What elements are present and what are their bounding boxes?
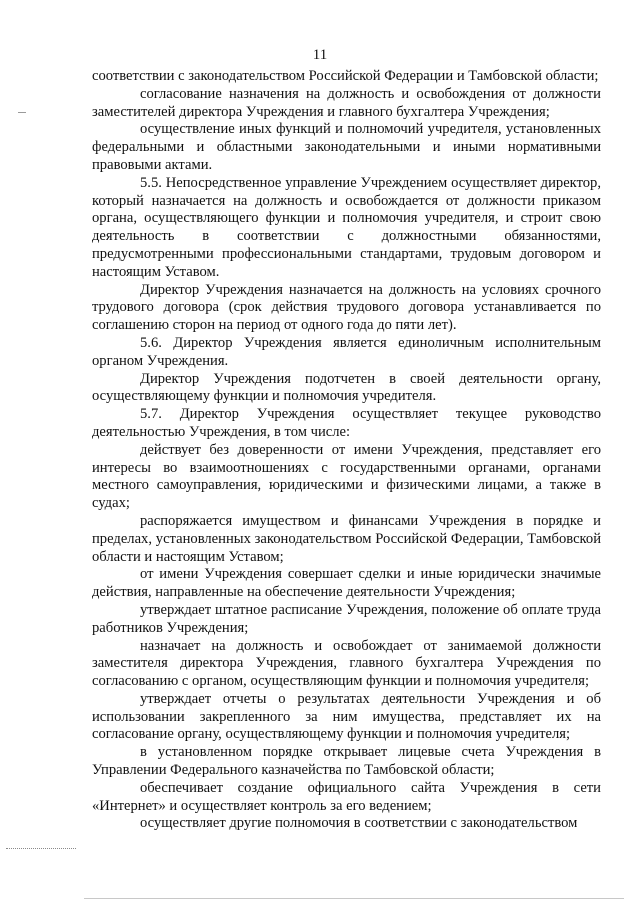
page-number: 11	[312, 47, 328, 63]
scan-margin-mark	[18, 112, 26, 113]
list-item: обеспечивает создание официального сайта Учреждения в сети «Интернет» и осуществляет контроль за его ведением;	[92, 779, 601, 814]
paragraph: Директор Учреждения подотчетен в своей деятельности органу, осуществляющему функции и полномочия учредителя.	[92, 370, 601, 405]
list-item: утверждает штатное расписание Учреждения, положение об оплате труда работников Учреждения;	[92, 601, 601, 636]
paragraph: согласование назначения на должность и освобождения от должности заместителей директора Учреждения и главного бухгалтера Учреждения;	[92, 85, 601, 120]
paragraph: осуществление иных функций и полномочий учредителя, установленных федеральными и областными законодательными и иными нормативными правовыми актами.	[92, 121, 601, 173]
document-body	[92, 68, 601, 833]
scan-artifact-line	[84, 898, 624, 900]
list-item: в установленном порядке открывает лицевые счета Учреждения в Управлении Федерального казначейства по Тамбовской области;	[92, 744, 601, 779]
scan-artifact-dots	[6, 848, 76, 850]
list-item: осуществляет другие полномочия в соответствии с законодательством	[140, 815, 578, 832]
list-item: назначает на должность и освобождает от занимаемой должности заместителя директора Учреждения, главного бухгалтера Учреждения по согласованию с органом, осуществляющим функции и полномочия учредителя;	[92, 637, 601, 690]
paragraph-section-5-6: 5.6. Директор Учреждения является единоличным исполнительным органом Учреждения.	[92, 334, 601, 369]
list-item: действует без доверенности от имени Учреждения, представляет его интересы во взаимоотношениях с государственными органами, органами местного самоуправления, юридическими и физическими лицами, а также в судах;	[92, 441, 601, 512]
list-item: от имени Учреждения совершает сделки и иные юридически значимые действия, направленные на обеспечение деятельности Учреждения;	[92, 566, 601, 601]
list-item: утверждает отчеты о результатах деятельности Учреждения и об использовании закрепленного за ним имущества, представляет их на согласование органу, осуществляющему функции и полномочия учредителя;	[92, 690, 601, 743]
list-item: распоряжается имуществом и финансами Учреждения в порядке и пределах, установленных законодательством Российской Федерации, Тамбовской области и настоящим Уставом;	[92, 512, 601, 565]
paragraph-section-5-5: 5.5. Непосредственное управление Учреждением осуществляет директор, который назначается на должность и освобождается от должности приказом органа, осуществляющего функции и полномочия учредителя, и строит свою деятельность в соответствии с должностными обязанностями, предусмотренными профессиональными стандартами, трудовым договором и настоящим Уставом.	[92, 174, 601, 280]
paragraph-section-5-7: 5.7. Директор Учреждения осуществляет текущее руководство деятельностью Учреждения, в том числе:	[92, 406, 601, 440]
paragraph: Директор Учреждения назначается на должность на условиях срочного трудового договора (срок действия трудового договора устанавливается по соглашению сторон на период от одного года до пяти лет).	[92, 281, 601, 334]
paragraph: соответствии с законодательством Российской Федерации и Тамбовской области;	[92, 68, 599, 84]
